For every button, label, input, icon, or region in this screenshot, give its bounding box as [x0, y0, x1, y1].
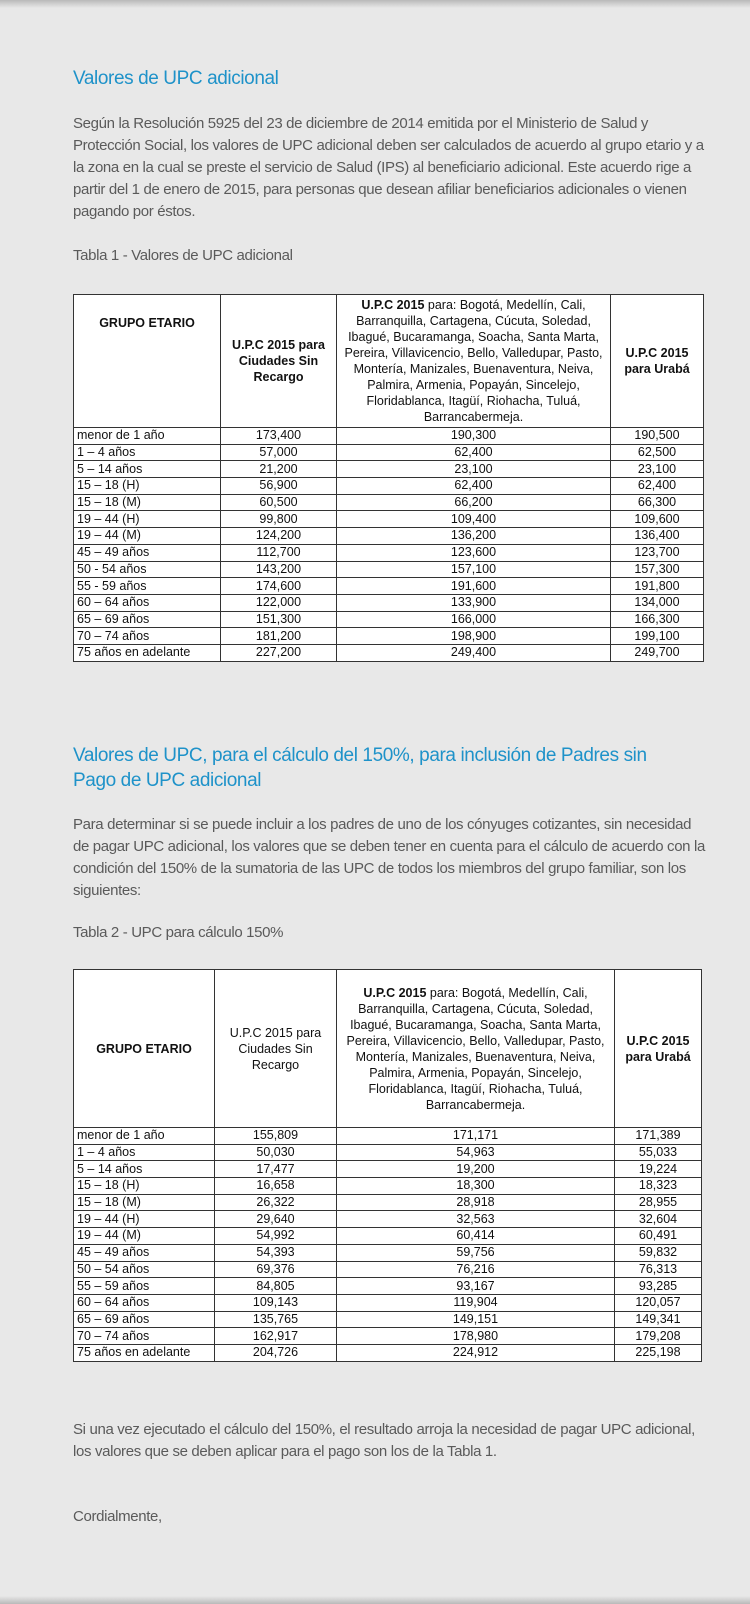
- table-cell-value: 171,171: [337, 1128, 615, 1145]
- table-cell-value: 60,500: [221, 494, 337, 511]
- table-row: [74, 444, 704, 461]
- table-cell-value: 155,809: [215, 1128, 337, 1145]
- table-row: [74, 628, 704, 645]
- table-cell-group: 15 – 18 (M): [74, 1194, 215, 1211]
- table-cell-value: 57,000: [221, 444, 337, 461]
- table-cell-value: 120,057: [615, 1294, 702, 1311]
- table-cell-group: 5 – 14 años: [74, 1161, 215, 1178]
- table-cell-group: 15 – 18 (M): [74, 494, 221, 511]
- table-cell-group: 1 – 4 años: [74, 444, 221, 461]
- table-cell-value: 249,700: [611, 644, 704, 661]
- table-cell-group: 65 – 69 años: [74, 611, 221, 628]
- table-cell-value: 174,600: [221, 578, 337, 595]
- table-row: [74, 1228, 702, 1245]
- table1-body: [74, 428, 704, 662]
- table-cell-value: 171,389: [615, 1128, 702, 1145]
- table-row: [74, 1178, 702, 1195]
- table-cell-group: 19 – 44 (H): [74, 511, 221, 528]
- table-cell-value: 84,805: [215, 1278, 337, 1295]
- table-cell-group: 15 – 18 (H): [74, 478, 221, 495]
- table-row: [74, 1161, 702, 1178]
- table-cell-value: 119,904: [337, 1294, 615, 1311]
- section2-paragraph: Para determinar si se puede incluir a los padres de uno de los cónyuges cotizantes, sin necesidad de pagar UPC adicional, los valores que se deben tener en cuenta para el cálculo de acuerdo con la condición del 150% de la sumatoria de las UPC de todos los miembros del grupo familiar, son los siguientes:: [73, 816, 705, 899]
- table-row: [74, 611, 704, 628]
- table1: [73, 294, 704, 662]
- table-cell-value: 59,832: [615, 1244, 702, 1261]
- table-cell-group: menor de 1 año: [74, 428, 221, 445]
- table-row: [74, 1194, 702, 1211]
- table-cell-value: 23,100: [611, 461, 704, 478]
- table-row: [74, 1328, 702, 1345]
- table-cell-value: 29,640: [215, 1211, 337, 1228]
- section1-paragraph: Según la Resolución 5925 del 23 de diciembre de 2014 emitida por el Ministerio de Salud y Protección Social, los valores de UPC adicional deben ser calculados de acuerdo al grupo etario y a la zona en la cual se preste el servicio de Salud (IPS) al beneficiario adicional. Este acuerdo rige a partir del 1 de enero de 2015, para personas que desean afiliar beneficiarios adicionales o vienen pagando por éstos.: [73, 115, 704, 220]
- table2-body: [74, 1128, 702, 1362]
- table-cell-group: 45 – 49 años: [74, 1244, 215, 1261]
- table-cell-value: 50,030: [215, 1144, 337, 1161]
- table1-caption: Tabla 1 - Valores de UPC adicional: [73, 247, 293, 264]
- table-cell-value: 26,322: [215, 1194, 337, 1211]
- table2-header-no-recargo: U.P.C 2015 para Ciudades Sin Recargo: [215, 970, 337, 1128]
- table2-header-group: GRUPO ETARIO: [74, 970, 215, 1128]
- table-cell-group: 75 años en adelante: [74, 644, 221, 661]
- table-row: [74, 1211, 702, 1228]
- table-cell-value: 62,400: [337, 478, 611, 495]
- table-cell-group: 65 – 69 años: [74, 1311, 215, 1328]
- table-cell-value: 190,500: [611, 428, 704, 445]
- table-cell-value: 179,208: [615, 1328, 702, 1345]
- table1-header-no-recargo: U.P.C 2015 para Ciudades Sin Recargo: [221, 295, 337, 428]
- table-cell-group: 55 - 59 años: [74, 578, 221, 595]
- table-row: [74, 494, 704, 511]
- table-cell-value: 123,600: [337, 544, 611, 561]
- bottom-shadow: [0, 1596, 750, 1604]
- table-cell-value: 60,414: [337, 1228, 615, 1245]
- table-cell-value: 19,200: [337, 1161, 615, 1178]
- table-cell-group: 15 – 18 (H): [74, 1178, 215, 1195]
- table-cell-value: 99,800: [221, 511, 337, 528]
- table-cell-value: 23,100: [337, 461, 611, 478]
- table1-header-cities-bold: U.P.C 2015: [361, 298, 425, 312]
- table2-header-uraba: U.P.C 2015 para Urabá: [615, 970, 702, 1128]
- table-row: [74, 1244, 702, 1261]
- table-row: [74, 561, 704, 578]
- table-cell-value: 190,300: [337, 428, 611, 445]
- table-cell-group: 45 – 49 años: [74, 544, 221, 561]
- table-cell-value: 178,980: [337, 1328, 615, 1345]
- table-cell-value: 62,500: [611, 444, 704, 461]
- table-cell-group: 50 - 54 años: [74, 561, 221, 578]
- table-cell-value: 124,200: [221, 528, 337, 545]
- table-cell-value: 54,963: [337, 1144, 615, 1161]
- table-cell-value: 60,491: [615, 1228, 702, 1245]
- table-cell-value: 55,033: [615, 1144, 702, 1161]
- signoff: Cordialmente,: [73, 1508, 162, 1525]
- table-cell-value: 162,917: [215, 1328, 337, 1345]
- table-cell-value: 224,912: [337, 1344, 615, 1361]
- table2: [73, 969, 702, 1362]
- section1-title: Valores de UPC adicional: [73, 68, 279, 89]
- table-cell-value: 191,800: [611, 578, 704, 595]
- table2-header-cities: [337, 970, 615, 1128]
- table-row: [74, 578, 704, 595]
- table-cell-value: 225,198: [615, 1344, 702, 1361]
- table-cell-value: 93,285: [615, 1278, 702, 1295]
- table-cell-value: 133,900: [337, 594, 611, 611]
- table-row: [74, 1144, 702, 1161]
- table-row: [74, 1128, 702, 1145]
- table-cell-value: 62,400: [611, 478, 704, 495]
- table-cell-value: 199,100: [611, 628, 704, 645]
- table-cell-value: 66,200: [337, 494, 611, 511]
- table-row: [74, 1261, 702, 1278]
- table-cell-value: 21,200: [221, 461, 337, 478]
- table-row: [74, 428, 704, 445]
- table-cell-value: 198,900: [337, 628, 611, 645]
- table-cell-value: 16,658: [215, 1178, 337, 1195]
- table-cell-value: 66,300: [611, 494, 704, 511]
- table-cell-value: 18,300: [337, 1178, 615, 1195]
- table-row: [74, 528, 704, 545]
- table-cell-group: 19 – 44 (M): [74, 1228, 215, 1245]
- table-cell-value: 157,100: [337, 561, 611, 578]
- table1-header-uraba: U.P.C 2015 para Urabá: [611, 295, 704, 428]
- table-cell-group: 5 – 14 años: [74, 461, 221, 478]
- table-cell-value: 191,600: [337, 578, 611, 595]
- table-cell-value: 109,400: [337, 511, 611, 528]
- table-cell-value: 18,323: [615, 1178, 702, 1195]
- table-cell-value: 181,200: [221, 628, 337, 645]
- table-row: [74, 644, 704, 661]
- table-cell-group: 19 – 44 (H): [74, 1211, 215, 1228]
- table-cell-value: 149,341: [615, 1311, 702, 1328]
- table-cell-value: 149,151: [337, 1311, 615, 1328]
- table-cell-value: 76,216: [337, 1261, 615, 1278]
- table-cell-value: 59,756: [337, 1244, 615, 1261]
- top-shadow: [0, 0, 750, 8]
- table-cell-value: 227,200: [221, 644, 337, 661]
- table-cell-value: 134,000: [611, 594, 704, 611]
- table-cell-group: 1 – 4 años: [74, 1144, 215, 1161]
- table-cell-value: 109,600: [611, 511, 704, 528]
- table-cell-value: 28,955: [615, 1194, 702, 1211]
- table-cell-value: 166,000: [337, 611, 611, 628]
- table-cell-value: 28,918: [337, 1194, 615, 1211]
- table-cell-value: 17,477: [215, 1161, 337, 1178]
- table-row: [74, 1344, 702, 1361]
- table-cell-value: 151,300: [221, 611, 337, 628]
- section2-title: Valores de UPC, para el cálculo del 150%, para inclusión de Padres sin Pago de UPC adicional: [73, 745, 647, 791]
- table1-header-cities-list: para: Bogotá, Medellín, Cali, Barranquilla, Cartagena, Cúcuta, Soledad, Ibagué, Bucaramanga, Soacha, Santa Marta, Pereira, Villavicencio, Bello, Valledupar, Pasto, Montería, Manizales, Buenaventura, Neiva, Palmira, Armenia, Popayán, Sincelejo, Floridablanca, Itagüí, Riohacha, Tuluá, Barrancabermeja.: [344, 298, 603, 424]
- table-row: [74, 1311, 702, 1328]
- table-cell-value: 249,400: [337, 644, 611, 661]
- table-row: [74, 461, 704, 478]
- table-cell-value: 62,400: [337, 444, 611, 461]
- table-cell-group: 75 años en adelante: [74, 1344, 215, 1361]
- table-cell-group: 70 – 74 años: [74, 628, 221, 645]
- table-cell-value: 19,224: [615, 1161, 702, 1178]
- table-cell-value: 56,900: [221, 478, 337, 495]
- table-cell-group: 70 – 74 años: [74, 1328, 215, 1345]
- table-row: [74, 1278, 702, 1295]
- table-cell-value: 109,143: [215, 1294, 337, 1311]
- table-cell-value: 157,300: [611, 561, 704, 578]
- table-cell-value: 54,992: [215, 1228, 337, 1245]
- table-cell-value: 76,313: [615, 1261, 702, 1278]
- table-cell-value: 123,700: [611, 544, 704, 561]
- table-row: [74, 478, 704, 495]
- table-cell-value: 32,563: [337, 1211, 615, 1228]
- table-cell-value: 173,400: [221, 428, 337, 445]
- table-cell-value: 93,167: [337, 1278, 615, 1295]
- table-cell-value: 54,393: [215, 1244, 337, 1261]
- table-row: [74, 1294, 702, 1311]
- table-cell-value: 32,604: [615, 1211, 702, 1228]
- table1-header-group: GRUPO ETARIO: [74, 295, 221, 428]
- table-cell-value: 112,700: [221, 544, 337, 561]
- table-cell-value: 166,300: [611, 611, 704, 628]
- table-row: [74, 511, 704, 528]
- table2-header-cities-bold: U.P.C 2015: [363, 985, 427, 1000]
- table1-header-cities: [337, 295, 611, 428]
- table-cell-group: 55 – 59 años: [74, 1278, 215, 1295]
- table-cell-value: 143,200: [221, 561, 337, 578]
- table2-caption: Tabla 2 - UPC para cálculo 150%: [73, 924, 284, 941]
- table2-header-cities-list: para: Bogotá, Medellín, Cali, Barranquilla, Cartagena, Cúcuta, Soledad, Ibagué, Bucaramanga, Soacha, Santa Marta, Pereira, Villavicencio, Bello, Valledupar, Pasto, Montería, Manizales, Buenaventura, Neiva, Palmira, Armenia, Popayán, Sincelejo, Floridablanca, Itagüí, Riohacha, Tuluá, Barrancabermeja.: [346, 985, 605, 1112]
- table-row: [74, 594, 704, 611]
- table-cell-value: 136,200: [337, 528, 611, 545]
- table-cell-value: 204,726: [215, 1344, 337, 1361]
- table-row: [74, 544, 704, 561]
- table-cell-value: 136,400: [611, 528, 704, 545]
- table-cell-group: 50 – 54 años: [74, 1261, 215, 1278]
- table-cell-group: menor de 1 año: [74, 1128, 215, 1145]
- table-cell-value: 69,376: [215, 1261, 337, 1278]
- table-cell-value: 122,000: [221, 594, 337, 611]
- table-cell-group: 60 – 64 años: [74, 1294, 215, 1311]
- closing-paragraph: Si una vez ejecutado el cálculo del 150%, el resultado arroja la necesidad de pagar UPC adicional, los valores que se deben aplicar para el pago son los de la Tabla 1.: [73, 1421, 695, 1460]
- table-cell-group: 19 – 44 (M): [74, 528, 221, 545]
- table-cell-value: 135,765: [215, 1311, 337, 1328]
- table-cell-group: 60 – 64 años: [74, 594, 221, 611]
